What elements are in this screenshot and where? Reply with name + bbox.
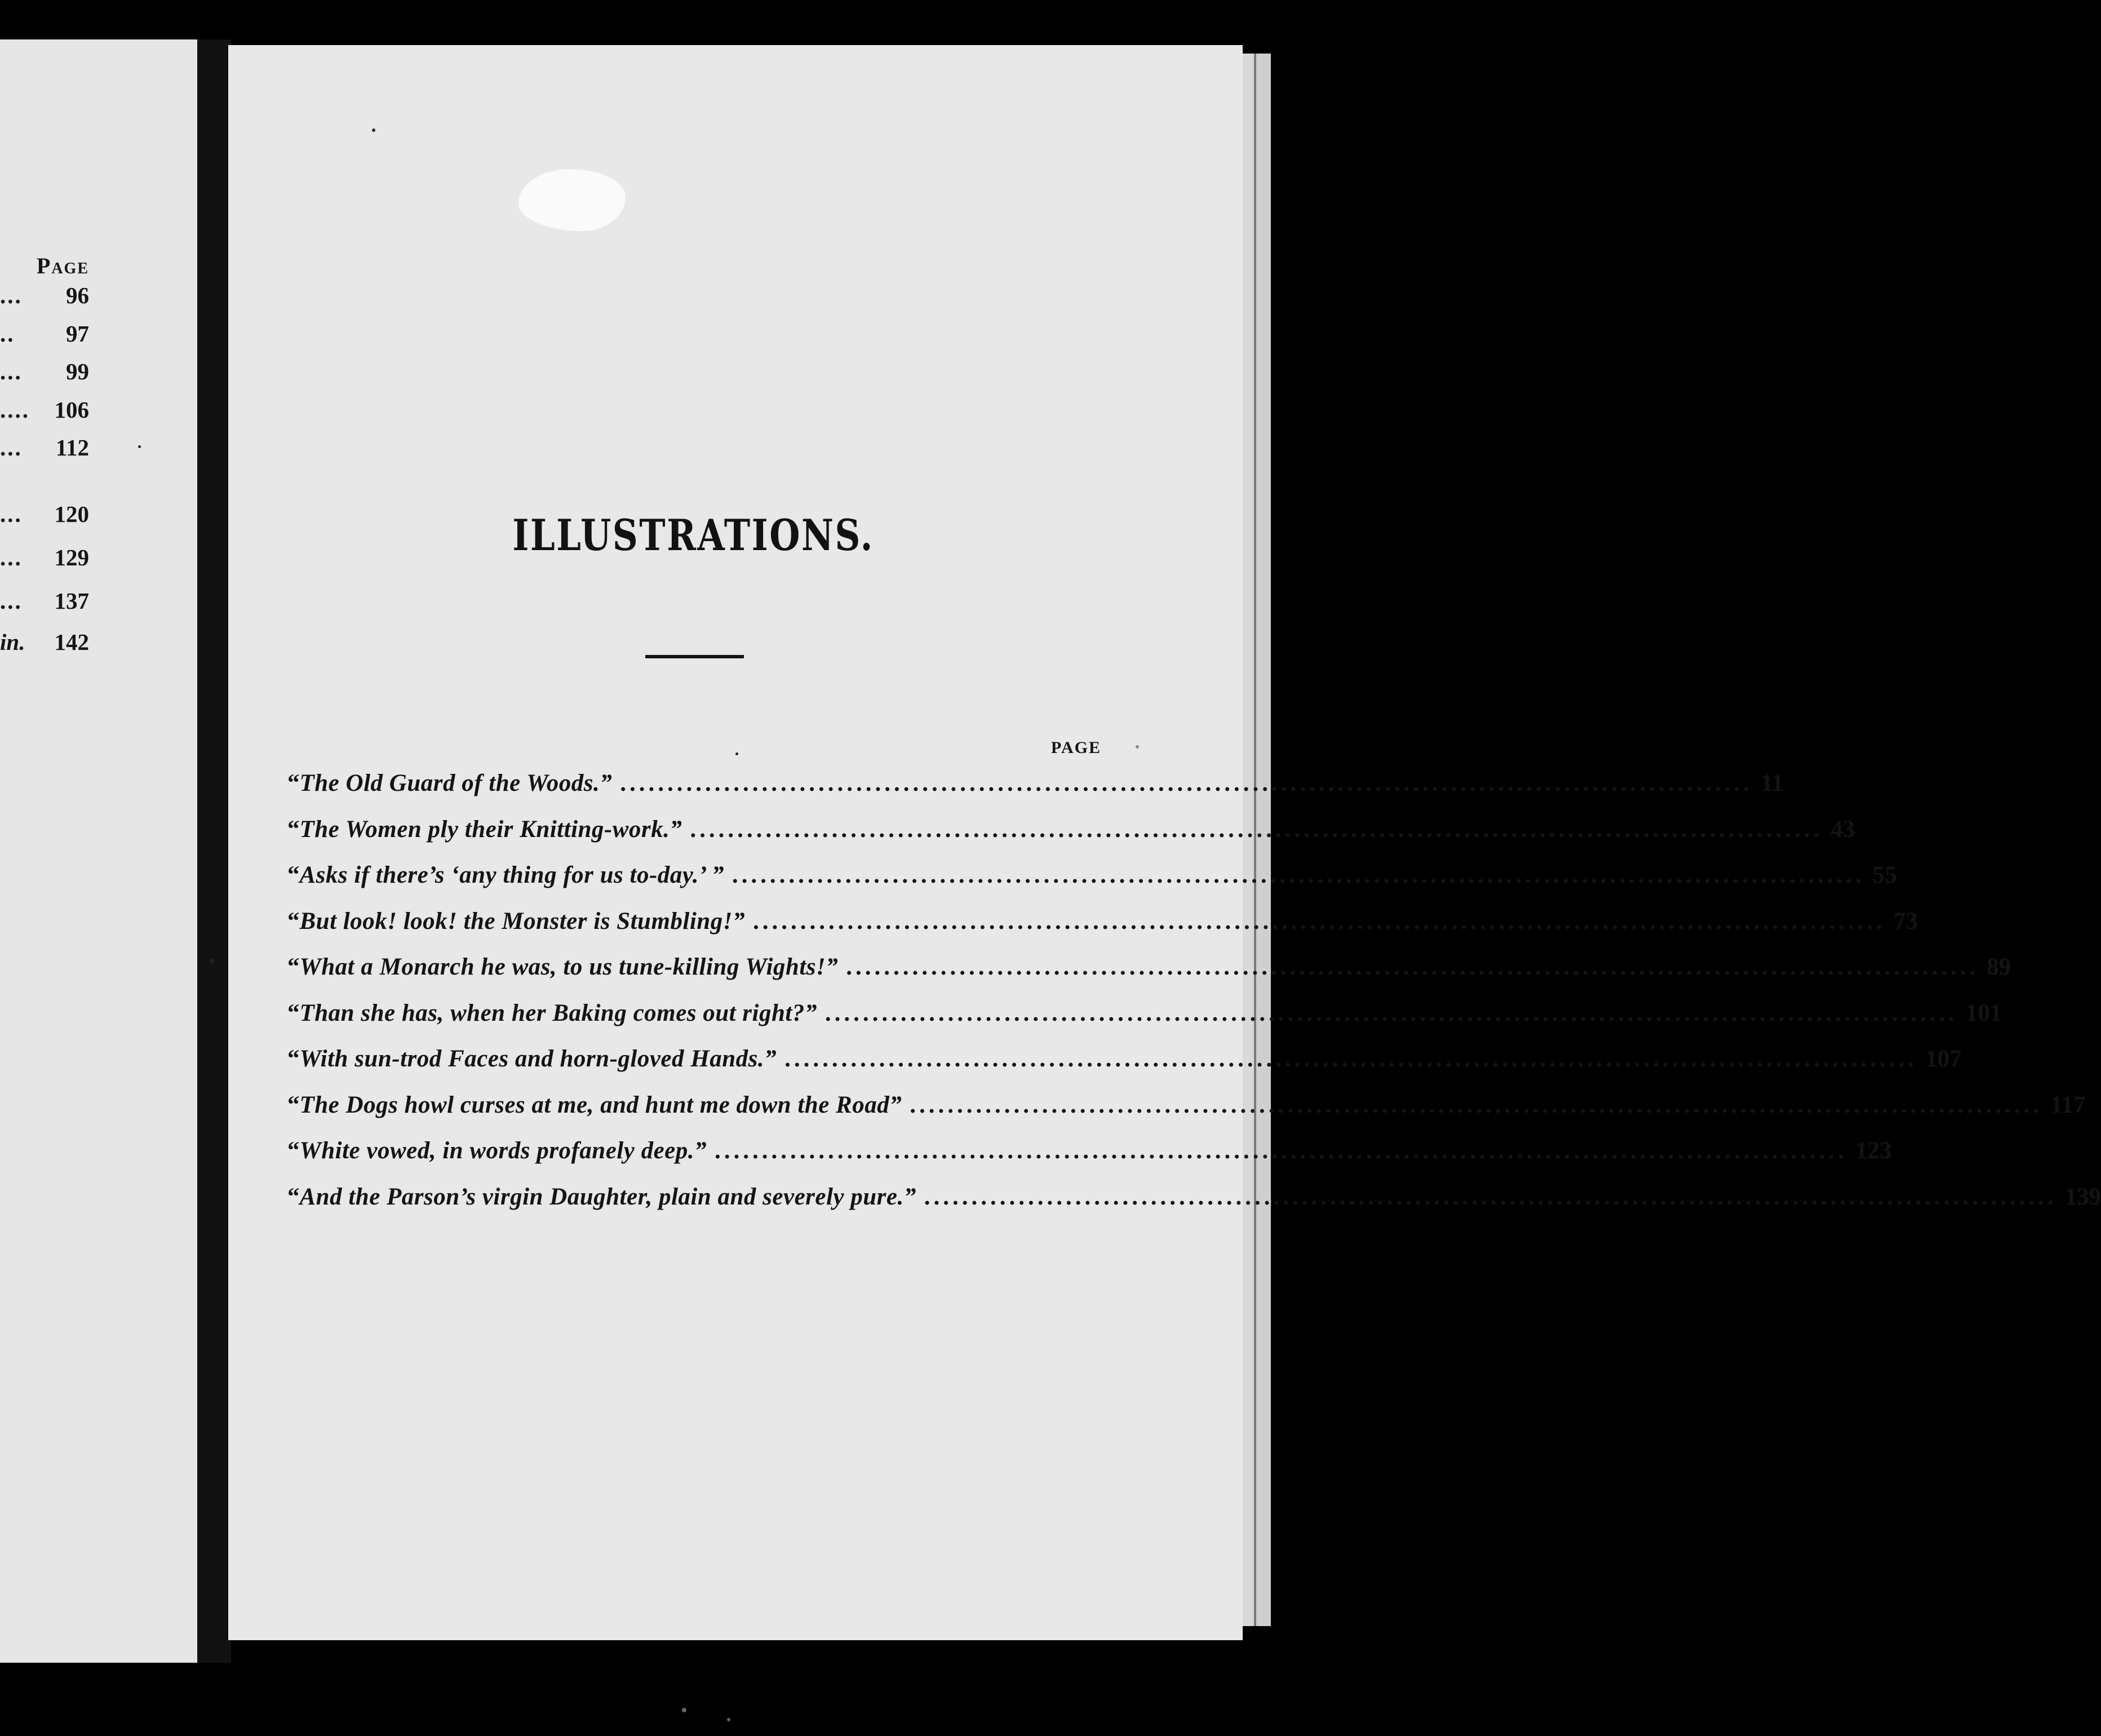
page-column-label: PAGE [1050, 738, 1101, 757]
dot-leader: ........................................................................................................................ [620, 770, 1753, 796]
dot-leader: ........................................................................................................................ [825, 999, 1958, 1026]
dot-leader: ........................................................................................................................ [752, 907, 1886, 935]
illustration-page-number: 73 [1893, 907, 1918, 935]
illustration-caption: The Women ply their Knitting-work.” [299, 816, 682, 843]
left-toc-page-number: 120 [54, 501, 89, 527]
left-toc-row [0, 320, 89, 347]
illustration-page-number: 55 [1872, 862, 1897, 888]
open-quote: “ [287, 1091, 300, 1118]
illustration-row [287, 1183, 2101, 1229]
illustration-row [287, 1045, 1962, 1091]
left-toc-leader: ... [0, 588, 23, 614]
dot-leader: ........................................................................................................................ [924, 1183, 2057, 1210]
left-toc-row [0, 628, 89, 656]
paper-blot [518, 169, 626, 231]
open-quote: “ [287, 1137, 300, 1164]
left-toc-row [0, 587, 89, 614]
dot-leader: ........................................................................................................................ [846, 954, 1979, 980]
open-quote: “ [287, 770, 300, 796]
page-title: ILLUSTRATIONS. [512, 510, 874, 560]
illustration-row [287, 1091, 2086, 1137]
illustration-row [287, 907, 1918, 954]
left-toc-row [0, 358, 89, 385]
open-quote: “ [287, 1183, 300, 1210]
left-toc-leader: ... [0, 435, 23, 460]
open-quote: “ [287, 816, 300, 843]
illustration-row [287, 769, 1784, 816]
illustration-page-number: 11 [1761, 770, 1784, 796]
illustration-page-number: 139 [2064, 1183, 2101, 1210]
book-gutter [197, 39, 231, 1663]
left-toc-leader: ... [0, 501, 23, 527]
left-toc-leader: ... [0, 358, 23, 384]
illustration-row [287, 816, 1855, 862]
illustration-page-number: 123 [1855, 1137, 1892, 1164]
illustration-page-number: 107 [1925, 1046, 1962, 1072]
illustration-row [287, 953, 2011, 999]
illustration-caption: But look! look! the Monster is Stumbling!” [299, 907, 745, 935]
illustration-row [287, 861, 1897, 907]
left-toc-leader: .. [0, 321, 15, 347]
left-toc-page-number: 99 [66, 358, 89, 384]
illustration-page-number: 43 [1830, 816, 1855, 843]
left-toc-page-number: 106 [54, 397, 89, 423]
illustration-caption: What a Monarch he was, to us tune-killing Wights!” [299, 954, 839, 980]
open-quote: “ [287, 954, 300, 980]
dot-leader: ........................................................................................................................ [784, 1046, 1918, 1072]
left-toc-page-number: 97 [66, 321, 89, 347]
left-toc-page-number: 129 [54, 544, 89, 570]
left-toc-row [0, 544, 89, 571]
left-toc-leader: .... [0, 397, 30, 423]
illustration-caption: With sun-trod Faces and horn-gloved Hands.” [299, 1046, 777, 1072]
illustration-row [287, 999, 2002, 1046]
illustration-page-number: 101 [1965, 999, 2002, 1026]
dot-leader: ........................................................................................................................ [690, 816, 1823, 843]
left-toc-row [0, 501, 89, 528]
dot-leader: ........................................................................................................................ [910, 1091, 2043, 1118]
illustration-caption: And the Parson’s virgin Daughter, plain and severely pure.” [299, 1183, 916, 1210]
left-toc-leader: ... [0, 544, 23, 570]
illustration-page-number: 117 [2050, 1091, 2086, 1118]
left-toc-page-number: 112 [55, 435, 89, 460]
left-toc-leader: ... [0, 282, 23, 308]
illustrations-list [287, 769, 2101, 1229]
open-quote: “ [287, 999, 300, 1026]
illustration-caption: White vowed, in words profanely deep.” [299, 1137, 707, 1164]
illustration-page-number: 89 [1987, 954, 2011, 980]
illustration-caption: The Dogs howl curses at me, and hunt me down the Road” [299, 1091, 902, 1118]
left-toc-page-number: 137 [54, 588, 89, 614]
left-page-heading: Page [36, 253, 89, 278]
left-toc-page-number: 96 [66, 282, 89, 308]
illustration-row [287, 1137, 1892, 1183]
left-toc-row [0, 396, 89, 423]
left-toc-leader: in. [0, 629, 25, 655]
open-quote: “ [287, 1046, 300, 1072]
left-toc-row [0, 282, 89, 309]
left-toc-row [0, 434, 89, 461]
left-toc-page-number: 142 [54, 629, 89, 655]
title-rule [645, 655, 744, 658]
illustration-caption: The Old Guard of the Woods.” [299, 770, 613, 796]
dot-leader: ........................................................................................................................ [732, 862, 1865, 888]
illustration-caption: Asks if there’s ‘any thing for us to-day.’ ” [299, 862, 724, 888]
open-quote: “ [287, 907, 300, 935]
dot-leader: ........................................................................................................................ [715, 1137, 1847, 1164]
illustration-caption: Than she has, when her Baking comes out right?” [299, 999, 817, 1026]
open-quote: “ [287, 862, 300, 888]
